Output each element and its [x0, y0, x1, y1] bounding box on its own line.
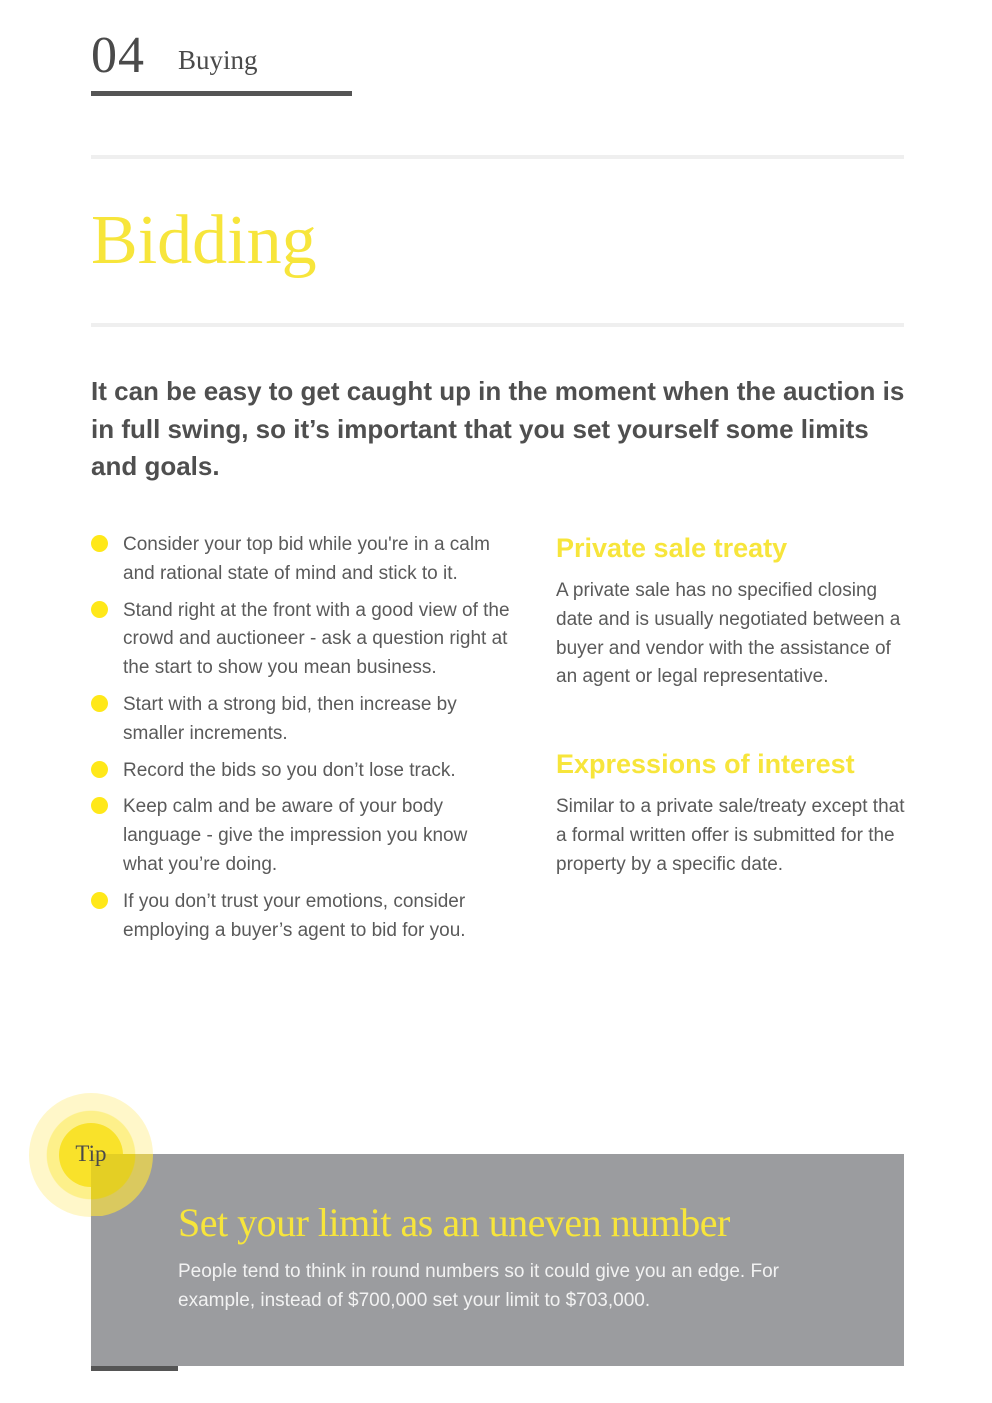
divider-top: [91, 155, 904, 159]
list-item: [91, 691, 511, 749]
bidding-tips-list: [91, 531, 511, 953]
section-name: Buying: [178, 45, 258, 75]
expressions-of-interest-heading: Expressions of interest: [556, 749, 855, 779]
list-item-text: Keep calm and be aware of your body language - give the impression you know what you’re doing.: [123, 796, 468, 875]
list-item: [91, 757, 511, 786]
list-item-text: Consider your top bid while you're in a calm and rational state of mind and stick to it.: [123, 534, 490, 584]
list-item: [91, 531, 511, 589]
tip-text: People tend to think in round numbers so it could give you an edge. For example, instead of $700,000 set your limit to $703,000.: [178, 1261, 779, 1311]
divider-bottom: [91, 323, 904, 327]
bullet-dot-icon: [91, 601, 108, 618]
section-underline: [91, 91, 352, 96]
list-item-text: Stand right at the front with a good view of the crowd and auctioneer - ask a question right at the start to show you mean business.: [123, 599, 510, 679]
list-item-text: If you don’t trust your emotions, consider employing a buyer’s agent to bid for you.: [123, 890, 466, 941]
expressions-of-interest-text: Similar to a private sale/treaty except that a formal written offer is submitted for the property by a specific date.: [556, 796, 905, 875]
bullet-dot-icon: [91, 892, 108, 909]
tip-label: Tip: [75, 1141, 107, 1166]
list-item: [91, 888, 511, 946]
list-item-text: Record the bids so you don’t lose track.: [123, 759, 456, 781]
bullet-dot-icon: [91, 695, 108, 712]
bullet-dot-icon: [91, 761, 108, 778]
private-sale-text: A private sale has no specified closing date and is usually negotiated between a buyer and vendor with the assistance of an agent or legal representative.: [556, 580, 901, 688]
private-sale-heading: Private sale treaty: [556, 533, 788, 563]
list-item-text: Start with a strong bid, then increase by smaller increments.: [123, 693, 457, 744]
page-title: Bidding: [91, 202, 317, 279]
list-item: [91, 597, 511, 683]
bullet-dot-icon: [91, 535, 108, 552]
intro-paragraph: It can be easy to get caught up in the moment when the auction is in full swing, so it’s important that you set yourself some limits and goals.: [91, 376, 905, 481]
section-number: 04: [91, 27, 145, 84]
list-item: [91, 793, 511, 879]
bullet-dot-icon: [91, 797, 108, 814]
tip-accent-bar: [91, 1366, 178, 1371]
tip-title: Set your limit as an uneven number: [178, 1200, 730, 1245]
